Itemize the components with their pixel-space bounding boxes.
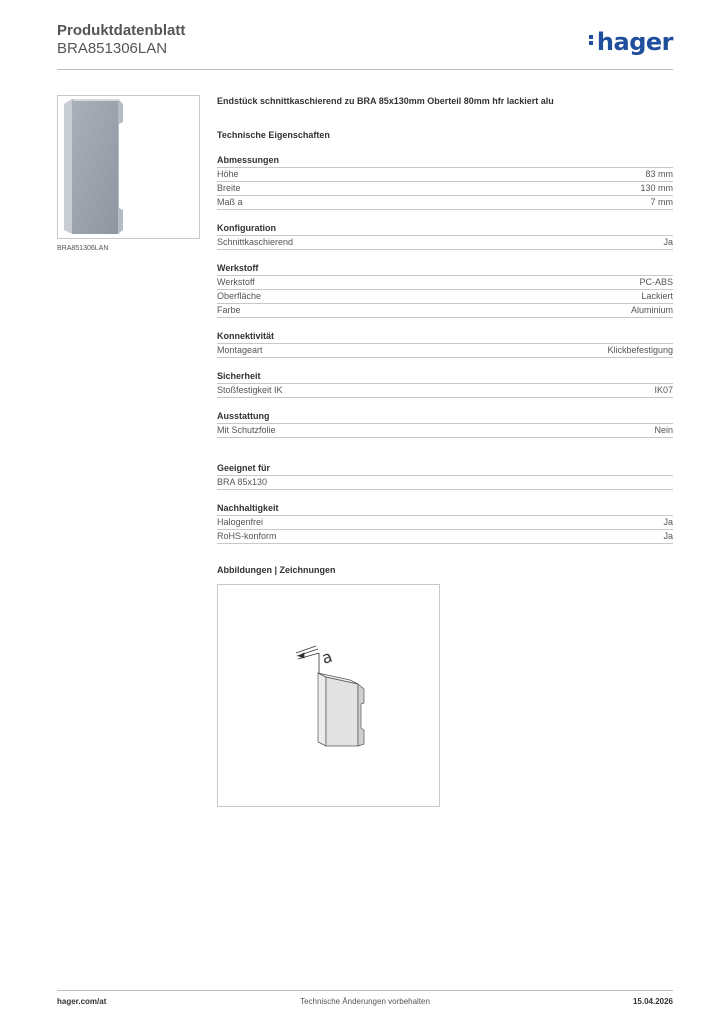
section-werkstoff (217, 263, 673, 318)
row-label: Breite (217, 183, 241, 193)
product-details (217, 96, 673, 544)
table-row (217, 530, 673, 544)
row-label: Werkstoff (217, 277, 255, 287)
footer-date: 15.04.2026 (632, 997, 673, 1006)
row-value: 83 mm (645, 169, 673, 179)
row-label: RoHS-konform (217, 531, 277, 541)
table-row (217, 476, 673, 490)
row-label: Höhe (217, 169, 239, 179)
row-label: Montageart (217, 345, 263, 355)
drawings-title: Abbildungen | Zeichnungen (217, 565, 336, 575)
section-title: Geeignet für (217, 463, 673, 476)
table-row (217, 344, 673, 358)
section-nachhaltigkeit (217, 503, 673, 544)
table-row (217, 236, 673, 250)
table-row (217, 384, 673, 398)
footer-website[interactable]: hager.com/at (57, 997, 107, 1006)
row-value: 130 mm (640, 183, 673, 193)
section-title: Konnektivität (217, 331, 673, 344)
end-cap-drawing-icon (218, 585, 439, 806)
section-geeignet-fuer (217, 463, 673, 490)
row-value: Ja (663, 237, 673, 247)
table-row (217, 424, 673, 438)
row-value: Nein (654, 425, 673, 435)
product-thumbnail (57, 95, 200, 239)
row-label: Maß a (217, 197, 243, 207)
row-value: 7 mm (650, 197, 673, 207)
row-label: Mit Schutzfolie (217, 425, 276, 435)
footer-note: Technische Änderungen vorbehalten (300, 997, 430, 1006)
section-title: Nachhaltigkeit (217, 503, 673, 516)
logo-dots-icon (589, 33, 595, 47)
product-photo-icon (58, 96, 199, 238)
logo-text: hager (596, 28, 673, 56)
section-title: Werkstoff (217, 263, 673, 276)
row-value: Lackiert (641, 291, 673, 301)
row-value: Ja (663, 517, 673, 527)
section-abmessungen (217, 155, 673, 210)
table-row (217, 182, 673, 196)
row-label: Stoßfestigkeit IK (217, 385, 283, 395)
section-konfiguration (217, 223, 673, 250)
thumbnail-caption: BRA851306LAN (57, 245, 109, 252)
section-title: Konfiguration (217, 223, 673, 236)
table-row (217, 516, 673, 530)
row-value: Klickbefestigung (607, 345, 673, 355)
table-row (217, 168, 673, 182)
product-code: BRA851306LAN (57, 40, 168, 57)
dimension-label: a (319, 646, 335, 668)
tech-title: Technische Eigenschaften (217, 130, 330, 140)
row-label: Oberfläche (217, 291, 262, 301)
row-label: Farbe (217, 305, 241, 315)
table-row (217, 276, 673, 290)
product-title: Endstück schnittkaschierend zu BRA 85x130mm Oberteil 80mm hfr lackiert alu (217, 96, 554, 106)
section-title: Ausstattung (217, 411, 673, 424)
technical-drawing (217, 584, 440, 807)
table-row (217, 290, 673, 304)
row-value: Aluminium (630, 305, 673, 315)
doc-title: Produktdatenblatt (57, 22, 186, 39)
section-sicherheit (217, 371, 673, 398)
row-value: IK07 (654, 385, 673, 395)
page-header (57, 22, 673, 58)
footer-divider (57, 990, 673, 991)
table-row (217, 304, 673, 318)
row-value: Ja (663, 531, 673, 541)
row-label: BRA 85x130 (217, 477, 268, 487)
section-ausstattung (217, 411, 673, 438)
section-konnektivitaet (217, 331, 673, 358)
section-title: Abmessungen (217, 155, 673, 168)
table-row (217, 196, 673, 210)
row-label: Schnittkaschierend (217, 237, 294, 247)
hager-logo (589, 28, 673, 56)
header-divider (57, 69, 673, 70)
section-title: Sicherheit (217, 371, 673, 384)
row-value: PC-ABS (639, 277, 673, 287)
row-label: Halogenfrei (217, 517, 264, 527)
